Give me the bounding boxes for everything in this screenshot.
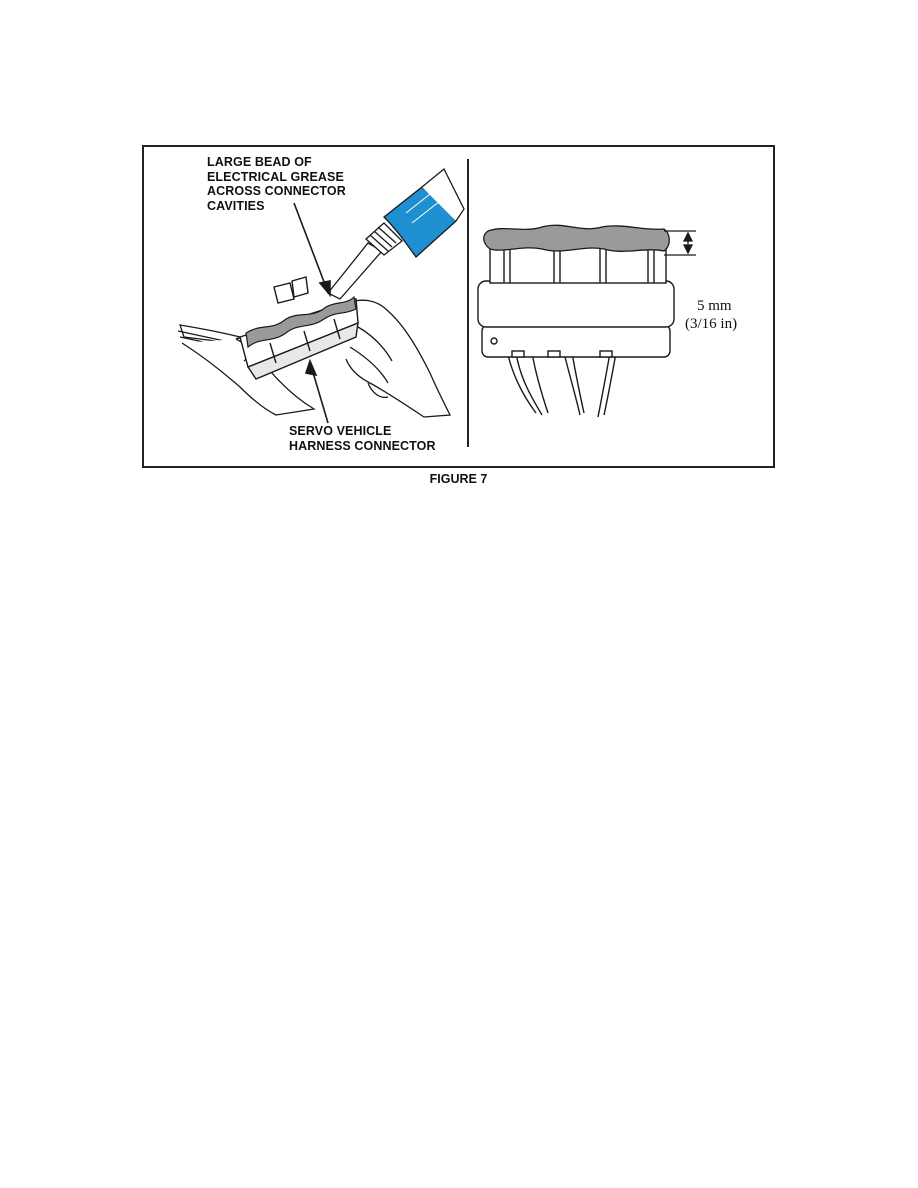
figure-caption: FIGURE 7: [429, 472, 488, 486]
figure-frame: [142, 145, 775, 468]
connector-side-view: [478, 247, 674, 417]
dimension-imperial-label: (3/16 in): [685, 316, 738, 332]
grease-tube-illustration: [328, 169, 464, 299]
panel-divider: [467, 159, 469, 447]
dimension-metric-label: 5 mm: [697, 298, 732, 314]
right-hand-illustration: [344, 300, 450, 417]
callout-harness-connector: SERVO VEHICLE HARNESS CONNECTOR: [289, 424, 436, 453]
grease-bead-right: [484, 225, 670, 251]
callout-grease-bead: LARGE BEAD OF ELECTRICAL GREASE ACROSS CONNECTOR CAVITIES: [207, 155, 346, 213]
